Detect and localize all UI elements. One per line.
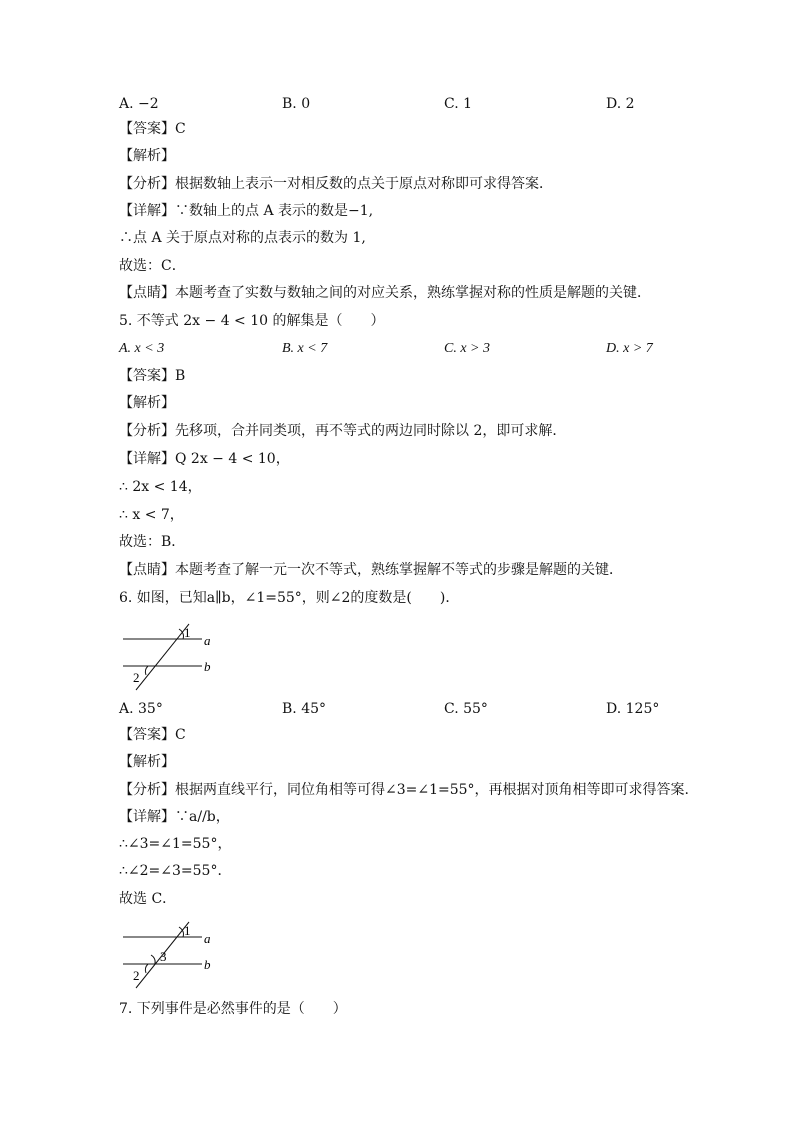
- q6-xiangjie: 【详解】∵a//b，: [119, 809, 230, 825]
- angle-2-arc: [145, 964, 148, 973]
- q5-step1: ∴ 2x < 14，: [119, 479, 202, 495]
- transversal: [136, 624, 189, 690]
- label-1: 1: [184, 625, 191, 640]
- q6-option-b: B. 45°: [282, 701, 327, 717]
- q5-fenxi: 【分析】先移项，合并同类项，再不等式的两边同时除以 2，即可求解．: [119, 423, 567, 439]
- q5-analysis-title: 【解析】: [119, 395, 175, 411]
- label-3: 3: [160, 949, 167, 964]
- q6-figure: [119, 620, 219, 694]
- q5-option-d: D. x > 7: [606, 341, 653, 356]
- q5-xiangjie: 【详解】Q 2x − 4 < 10，: [119, 451, 290, 467]
- label-a: a: [204, 931, 211, 946]
- q4-xiangjie: 【详解】∵数轴上的点 A 表示的数是−1,: [119, 203, 374, 219]
- q4-option-d: D. 2: [606, 96, 635, 112]
- label-a: a: [204, 633, 211, 648]
- angle-2-arc: [145, 666, 148, 675]
- q6-option-c: C. 55°: [444, 701, 488, 717]
- q4-option-c: C. 1: [444, 96, 473, 112]
- q4-analysis-title: 【解析】: [119, 148, 175, 164]
- q5-option-b: B. x < 7: [282, 341, 328, 356]
- q4-choose: 故选：C．: [119, 258, 186, 274]
- q5-option-a: A. x < 3: [119, 341, 165, 356]
- q5-question: 5. 不等式 2x − 4 < 10 的解集是（ ）: [119, 313, 385, 329]
- q4-option-b: B. 0: [282, 96, 311, 112]
- q7-question: 7. 下列事件是必然事件的是（ ）: [119, 1001, 347, 1017]
- q5-option-c: C. x > 3: [444, 341, 490, 356]
- q6-answer: 【答案】C: [119, 727, 186, 743]
- q4-option-a: A. −2: [119, 96, 159, 112]
- label-b: b: [204, 957, 211, 972]
- q5-choose: 故选：B．: [119, 534, 186, 550]
- q6-step2: ∴∠2=∠3=55°．: [119, 863, 232, 879]
- q6-option-d: D. 125°: [606, 701, 660, 717]
- label-b: b: [204, 659, 211, 674]
- q4-dianjing: 【点睛】本题考查了实数与数轴之间的对应关系，熟练掌握对称的性质是解题的关键．: [119, 285, 651, 301]
- label-1: 1: [184, 923, 191, 938]
- q6-step1: ∴∠3=∠1=55°，: [119, 836, 232, 852]
- q5-step2: ∴ x < 7，: [119, 507, 184, 523]
- q6-choose: 故选 C．: [119, 891, 177, 907]
- q4-answer: 【答案】C: [119, 121, 186, 137]
- label-2: 2: [133, 670, 140, 685]
- q4-step1: ∴点 A 关于原点对称的点表示的数为 1,: [119, 230, 366, 246]
- q5-answer: 【答案】B: [119, 368, 186, 384]
- q6-solution-figure: [119, 918, 219, 992]
- angle-3-arc: [151, 955, 155, 964]
- q4-fenxi: 【分析】根据数轴上表示一对相反数的点关于原点对称即可求得答案．: [119, 176, 553, 192]
- q5-dianjing: 【点睛】本题考查了解一元一次不等式，熟练掌握解不等式的步骤是解题的关键．: [119, 562, 623, 578]
- q6-fenxi: 【分析】根据两直线平行，同位角相等可得∠3=∠1=55°，再根据对顶角相等即可求得答案.: [119, 782, 689, 798]
- label-2: 2: [133, 968, 140, 983]
- q6-question: 6. 如图，已知a∥b，∠1=55°，则∠2的度数是( )．: [119, 590, 460, 606]
- q6-analysis-title: 【解析】: [119, 754, 175, 770]
- q6-option-a: A. 35°: [119, 701, 163, 717]
